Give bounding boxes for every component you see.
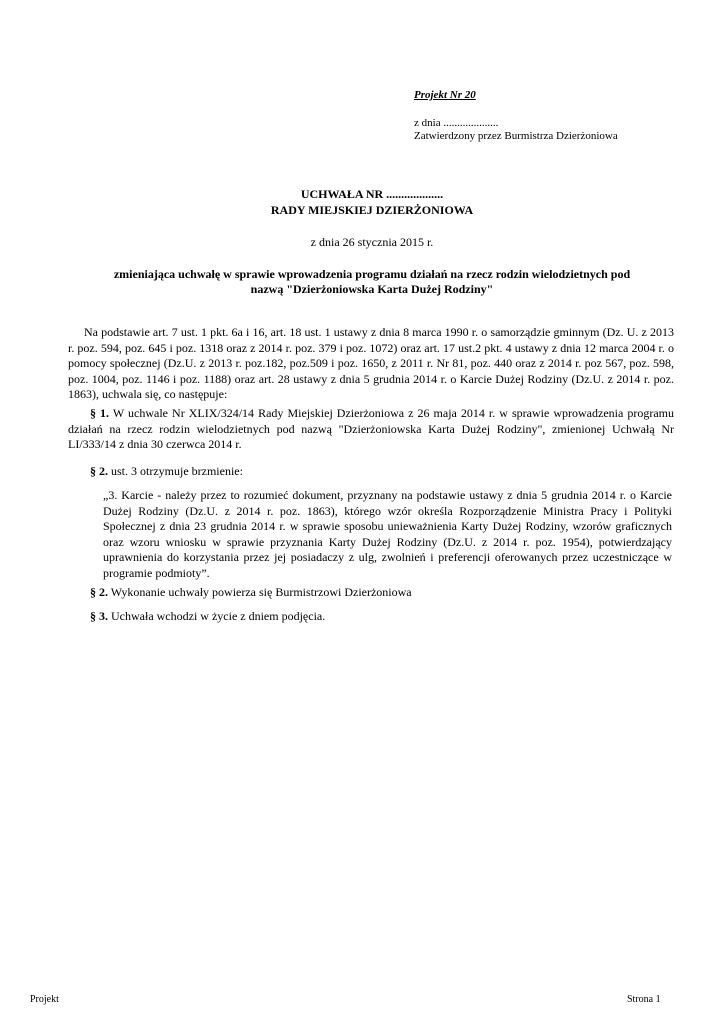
resolution-title: UCHWAŁA NR ................... <box>300 187 444 201</box>
approval-line: Zatwierdzony przez Burmistrza Dzierżoniowa <box>414 130 618 142</box>
paragraph-4-number: § 3. <box>90 609 108 623</box>
paragraph-1 <box>68 406 674 453</box>
legal-basis-paragraph: Na podstawie art. 7 ust. 1 pkt. 6a i 16, art. 18 ust. 1 ustawy z dnia 8 marca 1990 r. o samorządzie gminnym (Dz. U. z 2013 r. poz. 594, poz. 645 i poz. 1318 oraz z 2014 r. poz. 379 i poz. 1072) oraz art. 17 ust.2 pkt. 4 ustawy z dnia 12 marca 2004 r. o pomocy społecznej (Dz.U. z 2013 r. poz.182, poz.509 i poz. 1650, z 2011 r. Nr 81, poz. 440 oraz z 2014 r. poz 567, poz. 598, poz. 1004, poz. 1146 i poz. 1188) oraz art. 28 ustawy z dnia 5 grudnia 2014 r. o Karcie Dużej Rodziny (Dz.U. z 2014 r. poz. 1863), uchwala się, co następuje: <box>68 325 674 401</box>
paragraph-3 <box>90 585 674 601</box>
project-label: Projekt Nr 20 <box>414 89 476 101</box>
resolution-subject <box>62 267 682 297</box>
quoted-amendment: „3. Karcie - należy przez to rozumieć dokument, przyznany na podstawie ustawy z dnia 5 grudnia 2014 r. o Karcie Dużej Rodziny (Dz.U. z 2014 r. poz. 1863), którego wzór określa Rozporządzenie Ministra Pracy i Polityki Społecznej z dnia 23 grudnia 2014 r. w sprawie sposobu unieważnienia Karty Dużej Rodziny, wzorów graficznych oraz wzoru wniosku w sprawie przyznania Karty Dużej Rodziny (Dz.U. z 2014 r. poz. 1954), potwierdzający uprawnienia do korzystania przez jej posiadaczy z ulg, zwolnień i preferencji oferowanych przez uczestniczące w programie podmioty”. <box>103 488 672 580</box>
paragraph-3-number: § 2. <box>90 585 108 599</box>
paragraph-2 <box>90 464 674 480</box>
paragraph-4-text: Uchwała wchodzi w życie z dniem podjęcia. <box>108 609 326 623</box>
footer-left-label: Projekt <box>30 994 59 1005</box>
paragraph-2-number: § 2. <box>90 464 108 478</box>
paragraph-3-text: Wykonanie uchwały powierza się Burmistrzowi Dzierżoniowa <box>108 585 412 599</box>
subject-line-1: zmieniająca uchwałę w sprawie wprowadzenia programu działań na rzecz rodzin wielodzietnych pod <box>113 267 631 281</box>
paragraph-1-text: W uchwale Nr XLIX/324/14 Rady Miejskiej Dzierżoniowa z 26 maja 2014 r. w sprawie wprowadzenia programu działań na rzecz rodzin wielodzietnych pod nazwą "Dzierżoniowska Karta Dużej Rodziny", zmienionej Uchwałą Nr LI/333/14 z dnia 30 czerwca 2014 r. <box>68 406 675 451</box>
council-name: RADY MIEJSKIEJ DZIERŻONIOWA <box>270 203 474 217</box>
paragraph-4 <box>90 609 674 625</box>
date-placeholder-line: z dnia .................... <box>414 117 499 129</box>
page-number: Strona 1 <box>627 994 661 1005</box>
paragraph-2-text: ust. 3 otrzymuje brzmienie: <box>108 464 243 478</box>
subject-line-2: nazwą "Dzierżoniowska Karta Dużej Rodziny" <box>250 282 494 296</box>
paragraph-1-number: § 1. <box>90 406 110 420</box>
resolution-date: z dnia 26 stycznia 2015 r. <box>310 235 434 249</box>
